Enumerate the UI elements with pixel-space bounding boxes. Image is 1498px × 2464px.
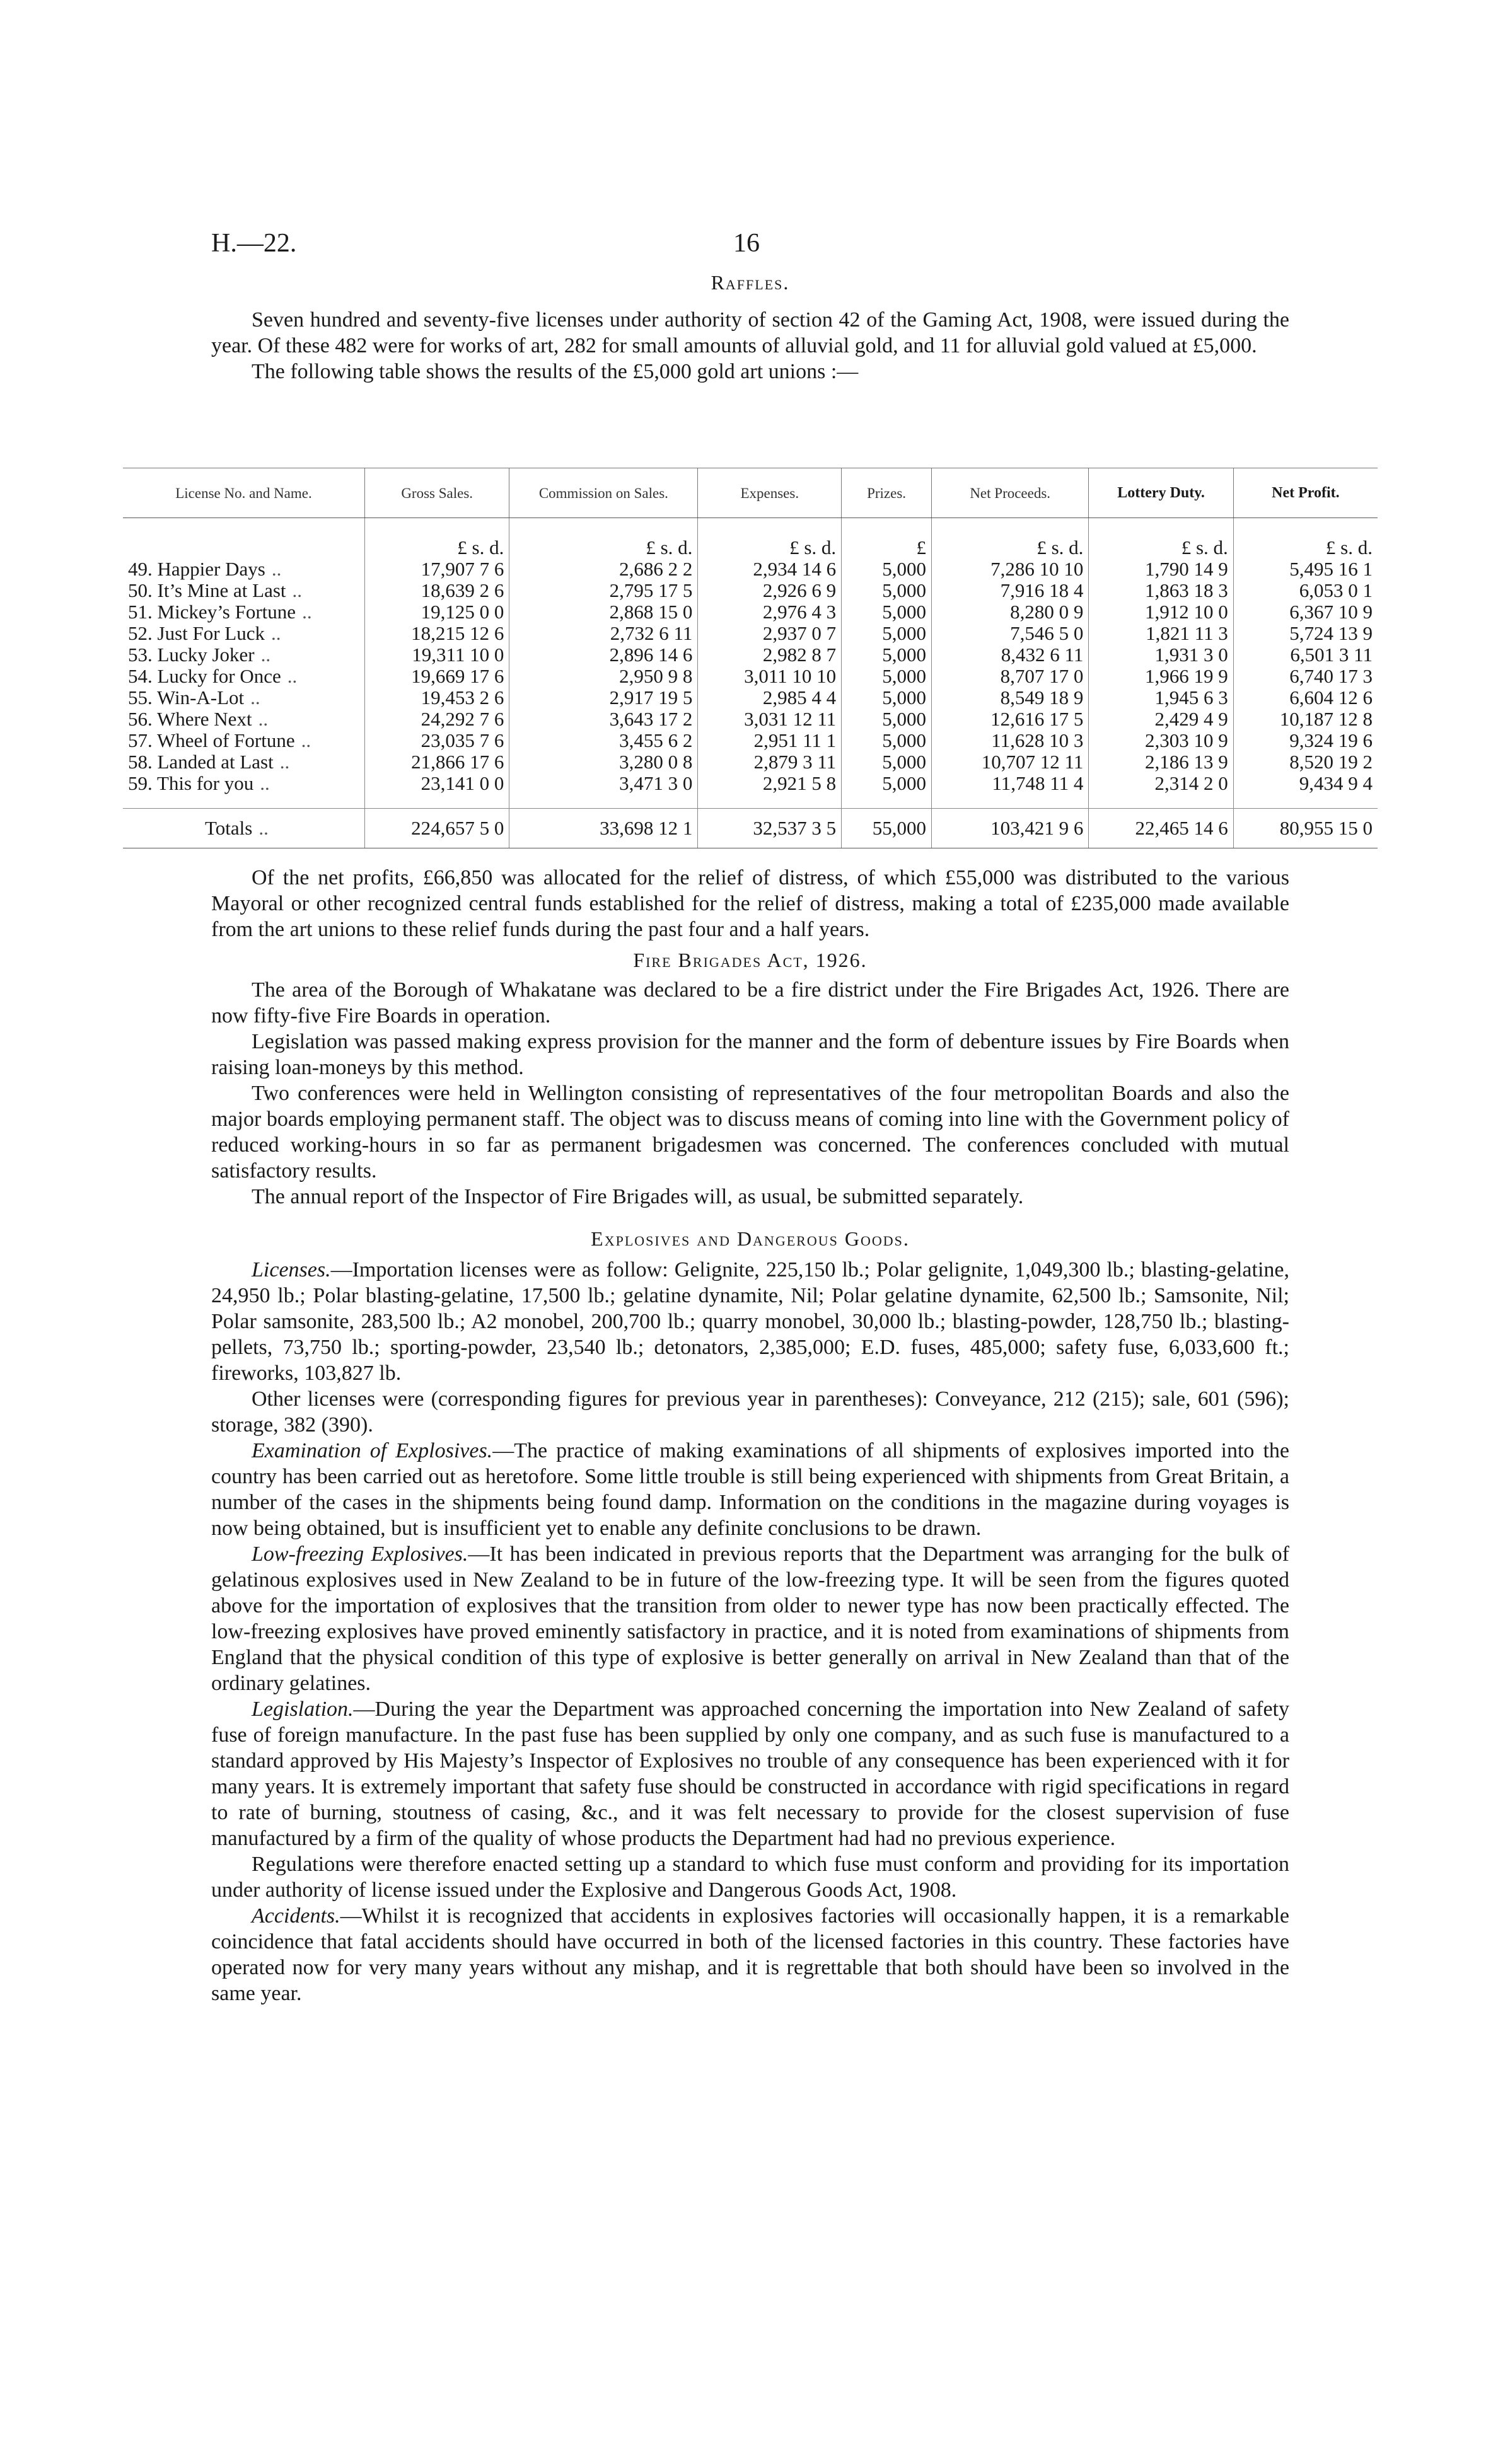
- cell-commission: 2,896 14 6: [509, 644, 698, 666]
- cell-expenses: 2,976 4 3: [698, 601, 842, 623]
- cell-net-proceeds: 7,546 5 0: [931, 623, 1088, 644]
- table-row: [123, 558, 1378, 580]
- table-row: [123, 644, 1378, 666]
- table-row: [123, 687, 1378, 709]
- total-gross: 224,657 5 0: [365, 809, 509, 848]
- legislation-text: —During the year the Department was approached concerning the importation into New Zealand of safety fuse of foreign manufacture. In the past fuse has been supplied by only one company, and as such fuse is manufactured to a standard approved by His Majesty’s Inspector of Explosives no trouble of any consequence has been experienced with it for many years. It is extremely important that safety fuse should be constructed in accordance with rigid specifications in regard to rate of burning, stoutness of casing, &c., and it was felt necessary to provide for the closest supervision of fuse manufactured by a firm of the quality of whose products the Department had had no previous experience.: [211, 1698, 1289, 1850]
- cell-expenses: 2,982 8 7: [698, 644, 842, 666]
- examination-title: Examination of Explosives.: [252, 1439, 493, 1462]
- fire-paragraph-2: Legislation was passed making express provision for the manner and the form of debenture issues by Fire Boards when raising loan-moneys by this method.: [211, 1030, 1289, 1079]
- page-number: 16: [733, 229, 760, 258]
- cell-expenses: 2,926 6 9: [698, 580, 842, 601]
- table-header-row: [123, 468, 1378, 518]
- cell-profit: 5,724 13 9: [1233, 623, 1378, 644]
- leader-dots: ..: [292, 579, 303, 601]
- examination-text: —The practice of making examinations of all shipments of explosives imported into the country has been carried out as heretofore. Some little trouble is still being experienced with shipments from Great Britain, a number of the cases in the shipments being found damp. Information on the conditions in the magazine during voyages is now being obtained, but is insufficient yet to enable any definite conclusions to be drawn.: [211, 1439, 1289, 1540]
- row-name: 52. Just For Luck: [128, 622, 265, 644]
- cell-gross: 24,292 7 6: [365, 709, 509, 730]
- cell-net-proceeds: 11,628 10 3: [931, 730, 1088, 751]
- low-freezing-title: Low-freezing Explosives.: [252, 1542, 468, 1566]
- cell-commission: 2,686 2 2: [509, 558, 698, 580]
- cell-expenses: 2,951 11 1: [698, 730, 842, 751]
- leader-dots: ..: [279, 751, 290, 773]
- fire-paragraph-1: The area of the Borough of Whakatane was declared to be a fire district under the Fire Brigades Act, 1926. There are now fifty-five Fire Boards in operation.: [211, 978, 1289, 1027]
- cell-prizes: 5,000: [842, 751, 932, 773]
- units-cell: £ s. d.: [1089, 518, 1233, 559]
- cell-profit: 8,520 19 2: [1233, 751, 1378, 773]
- cell-expenses: 2,937 0 7: [698, 623, 842, 644]
- row-name: 55. Win-A-Lot: [128, 686, 245, 709]
- page-header: [211, 228, 1289, 266]
- fire-brigades-heading: Fire Brigades Act, 1926.: [633, 949, 868, 971]
- cell-expenses: 2,934 14 6: [698, 558, 842, 580]
- col-header-lottery-duty: Lottery Duty.: [1089, 468, 1233, 518]
- table-row: [123, 580, 1378, 601]
- fire-paragraph-4: The annual report of the Inspector of Fire Brigades will, as usual, be submitted separately.: [252, 1185, 1024, 1208]
- table-row: [123, 601, 1378, 623]
- row-name: 58. Landed at Last: [128, 751, 274, 773]
- accidents-title: Accidents.: [252, 1904, 340, 1928]
- row-name: 59. This for you: [128, 772, 254, 794]
- cell-expenses: 3,031 12 11: [698, 709, 842, 730]
- leader-dots: ..: [287, 665, 298, 687]
- licenses-paragraph: [211, 1257, 1289, 1386]
- leader-dots: ..: [258, 817, 269, 839]
- cell-gross: 21,866 17 6: [365, 751, 509, 773]
- cell-profit: 5,495 16 1: [1233, 558, 1378, 580]
- cell-commission: 3,455 6 2: [509, 730, 698, 751]
- cell-duty: 2,314 2 0: [1089, 773, 1233, 794]
- cell-gross: 19,125 0 0: [365, 601, 509, 623]
- cell-net-proceeds: 8,280 0 9: [931, 601, 1088, 623]
- total-net-proceeds: 103,421 9 6: [931, 809, 1088, 848]
- cell-profit: 6,053 0 1: [1233, 580, 1378, 601]
- cell-commission: 3,643 17 2: [509, 709, 698, 730]
- licenses-text: —Importation licenses were as follow: Gelignite, 225,150 lb.; Polar gelignite, 1,049,300 lb.; blasting-gelatine, 24,950 lb.; Polar blasting-gelatine, 17,500 lb.; gelatine dynamite, Nil; Polar gelatine dynamite, 62,500 lb.; Samsonite, Nil; Polar samsonite, 283,500 lb.; A2 monobel, 200,700 lb.; quarry monobel, 30,000 lb.; blasting-powder, 128,750 lb.; blasting-pellets, 73,750 lb.; sporting-powder, 23,540 lb.; detonators, 2,385,000; E.D. fuses, 485,000; safety fuse, 6,033,600 ft.; fireworks, 103,827 lb.: [211, 1258, 1289, 1385]
- cell-duty: 1,863 18 3: [1089, 580, 1233, 601]
- units-cell: £ s. d.: [1233, 518, 1378, 559]
- row-name: 49. Happier Days: [128, 558, 265, 580]
- legislation-paragraph: [211, 1696, 1289, 1851]
- cell-profit: 6,501 3 11: [1233, 644, 1378, 666]
- cell-prizes: 5,000: [842, 666, 932, 687]
- leader-dots: ..: [260, 644, 271, 666]
- units-cell: [123, 518, 365, 559]
- units-cell: £ s. d.: [931, 518, 1088, 559]
- licenses-title: Licenses.: [252, 1258, 331, 1281]
- leader-dots: ..: [250, 686, 260, 709]
- col-header-commission: Commission on Sales.: [509, 468, 698, 518]
- leader-dots: ..: [258, 708, 269, 730]
- total-duty: 22,465 14 6: [1089, 809, 1233, 848]
- leader-dots: ..: [271, 558, 282, 580]
- cell-profit: 10,187 12 8: [1233, 709, 1378, 730]
- cell-gross: 23,141 0 0: [365, 773, 509, 794]
- cell-prizes: 5,000: [842, 709, 932, 730]
- cell-commission: 2,868 15 0: [509, 601, 698, 623]
- cell-prizes: 5,000: [842, 773, 932, 794]
- cell-duty: 1,912 10 0: [1089, 601, 1233, 623]
- legislation-title: Legislation.: [252, 1698, 354, 1721]
- cell-profit: 6,604 12 6: [1233, 687, 1378, 709]
- total-commission: 33,698 12 1: [509, 809, 698, 848]
- cell-prizes: 5,000: [842, 687, 932, 709]
- row-name: 51. Mickey’s Fortune: [128, 601, 296, 623]
- accidents-text: —Whilst it is recognized that accidents in explosives factories will occasionally happen, it is a remarkable coincidence that fatal accidents should have occurred in both of the licensed factories in this country. These factories have operated now for very many years without any mishap, and it is regrettable that both should have been so involved in the same year.: [211, 1904, 1289, 2005]
- cell-commission: 3,471 3 0: [509, 773, 698, 794]
- col-header-net-proceeds: Net Proceeds.: [931, 468, 1088, 518]
- cell-gross: 19,669 17 6: [365, 666, 509, 687]
- accidents-paragraph: [211, 1903, 1289, 2006]
- total-profit: 80,955 15 0: [1233, 809, 1378, 848]
- raffles-heading: Raffles.: [711, 271, 790, 294]
- table-row: [123, 730, 1378, 751]
- cell-profit: 6,367 10 9: [1233, 601, 1378, 623]
- table-row: [123, 751, 1378, 773]
- low-freezing-text: —It has been indicated in previous reports that the Department was arranging for the bulk of gelatinous explosives used in New Zealand to be in future of the low-freezing type. It will be seen from the figures quoted above for the importation of explosives that the transition from older to newer type has now been practically effected. The low-freezing explosives have proved eminently satisfactory in practice, and it is noted from examinations of shipments from England that the physical condition of this type of explosive is better generally on arrival in New Zealand than that of the ordinary gelatines.: [211, 1542, 1289, 1695]
- table-row: [123, 709, 1378, 730]
- cell-net-proceeds: 8,707 17 0: [931, 666, 1088, 687]
- examination-paragraph: [211, 1438, 1289, 1541]
- cell-duty: 1,790 14 9: [1089, 558, 1233, 580]
- cell-expenses: 2,879 3 11: [698, 751, 842, 773]
- cell-net-proceeds: 12,616 17 5: [931, 709, 1088, 730]
- cell-gross: 18,639 2 6: [365, 580, 509, 601]
- col-header-gross-sales: Gross Sales.: [365, 468, 509, 518]
- cell-commission: 2,950 9 8: [509, 666, 698, 687]
- cell-commission: 2,917 19 5: [509, 687, 698, 709]
- cell-prizes: 5,000: [842, 580, 932, 601]
- spacer-row: [123, 794, 1378, 809]
- cell-profit: 9,434 9 4: [1233, 773, 1378, 794]
- cell-expenses: 2,921 5 8: [698, 773, 842, 794]
- cell-prizes: 5,000: [842, 644, 932, 666]
- cell-net-proceeds: 8,549 18 9: [931, 687, 1088, 709]
- cell-commission: 2,732 6 11: [509, 623, 698, 644]
- regulations-paragraph: Regulations were therefore enacted setting up a standard to which fuse must conform and providing for its importation under authority of license issued under the Explosive and Dangerous Goods Act, 1908.: [211, 1853, 1289, 1902]
- cell-gross: 23,035 7 6: [365, 730, 509, 751]
- table-row: [123, 773, 1378, 794]
- cell-prizes: 5,000: [842, 623, 932, 644]
- col-header-license: License No. and Name.: [123, 468, 365, 518]
- cell-commission: 3,280 0 8: [509, 751, 698, 773]
- totals-row: [123, 809, 1378, 848]
- cell-duty: 1,931 3 0: [1089, 644, 1233, 666]
- cell-gross: 17,907 7 6: [365, 558, 509, 580]
- col-header-expenses: Expenses.: [698, 468, 842, 518]
- cell-duty: 2,429 4 9: [1089, 709, 1233, 730]
- cell-gross: 19,311 10 0: [365, 644, 509, 666]
- units-cell: £: [842, 518, 932, 559]
- totals-label: Totals: [205, 817, 253, 839]
- table-row: [123, 623, 1378, 644]
- table-row: [123, 666, 1378, 687]
- low-freezing-paragraph: [211, 1541, 1289, 1696]
- total-prizes: 55,000: [842, 809, 932, 848]
- cell-profit: 9,324 19 6: [1233, 730, 1378, 751]
- units-row: [123, 518, 1378, 559]
- cell-prizes: 5,000: [842, 601, 932, 623]
- fire-paragraph-3: Two conferences were held in Wellington consisting of representatives of the four metropolitan Boards and also the major boards employing permanent staff. The object was to discuss means of coming into line with the Government policy of reduced working-hours in so far as permanent brigadesmen was concerned. The conferences concluded with mutual satisfactory results.: [211, 1082, 1289, 1183]
- units-cell: £ s. d.: [698, 518, 842, 559]
- units-cell: £ s. d.: [365, 518, 509, 559]
- col-header-prizes: Prizes.: [842, 468, 932, 518]
- cell-prizes: 5,000: [842, 730, 932, 751]
- col-header-net-profit: Net Profit.: [1233, 468, 1378, 518]
- cell-gross: 18,215 12 6: [365, 623, 509, 644]
- row-name: 57. Wheel of Fortune: [128, 729, 295, 751]
- explosives-heading: Explosives and Dangerous Goods.: [591, 1227, 910, 1250]
- row-name: 54. Lucky for Once: [128, 665, 281, 687]
- leader-dots: ..: [271, 622, 281, 644]
- raffles-paragraph-2: The following table shows the results of the £5,000 gold art unions :—: [252, 360, 859, 383]
- cell-prizes: 5,000: [842, 558, 932, 580]
- row-name: 50. It’s Mine at Last: [128, 579, 286, 601]
- cell-duty: 2,186 13 9: [1089, 751, 1233, 773]
- leader-dots: ..: [301, 729, 311, 751]
- cell-expenses: 2,985 4 4: [698, 687, 842, 709]
- cell-gross: 19,453 2 6: [365, 687, 509, 709]
- units-cell: £ s. d.: [509, 518, 698, 559]
- leader-dots: ..: [302, 601, 312, 623]
- raffles-section: [211, 270, 1289, 385]
- cell-duty: 1,966 19 9: [1089, 666, 1233, 687]
- cell-profit: 6,740 17 3: [1233, 666, 1378, 687]
- report-reference: H.—22.: [211, 229, 297, 258]
- other-licenses-paragraph: Other licenses were (corresponding figures for previous year in parentheses): Conveyance, 212 (215); sale, 601 (596); storage, 382 (390).: [211, 1387, 1289, 1437]
- cell-duty: 2,303 10 9: [1089, 730, 1233, 751]
- cell-net-proceeds: 7,286 10 10: [931, 558, 1088, 580]
- cell-net-proceeds: 10,707 12 11: [931, 751, 1088, 773]
- cell-duty: 1,821 11 3: [1089, 623, 1233, 644]
- cell-net-proceeds: 11,748 11 4: [931, 773, 1088, 794]
- leader-dots: ..: [260, 772, 270, 794]
- raffles-paragraph-1: Seven hundred and seventy-five licenses under authority of section 42 of the Gaming Act, 1908, were issued during the year. Of these 482 were for works of art, 282 for small amounts of alluvial gold, and 11 for alluvial gold valued at £5,000.: [211, 308, 1289, 357]
- cell-expenses: 3,011 10 10: [698, 666, 842, 687]
- art-unions-table: [123, 468, 1378, 848]
- total-expenses: 32,537 3 5: [698, 809, 842, 848]
- row-name: 53. Lucky Joker: [128, 644, 255, 666]
- cell-commission: 2,795 17 5: [509, 580, 698, 601]
- cell-net-proceeds: 7,916 18 4: [931, 580, 1088, 601]
- net-profits-paragraph: Of the net profits, £66,850 was allocated for the relief of distress, of which £55,000 was distributed to the various Mayoral or other recognized central funds established for the relief of distress, making a total of £235,000 made available from the art unions to these relief funds during the past four and a half years.: [211, 866, 1289, 941]
- cell-duty: 1,945 6 3: [1089, 687, 1233, 709]
- cell-net-proceeds: 8,432 6 11: [931, 644, 1088, 666]
- row-name: 56. Where Next: [128, 708, 252, 730]
- body-text: [211, 865, 1289, 2006]
